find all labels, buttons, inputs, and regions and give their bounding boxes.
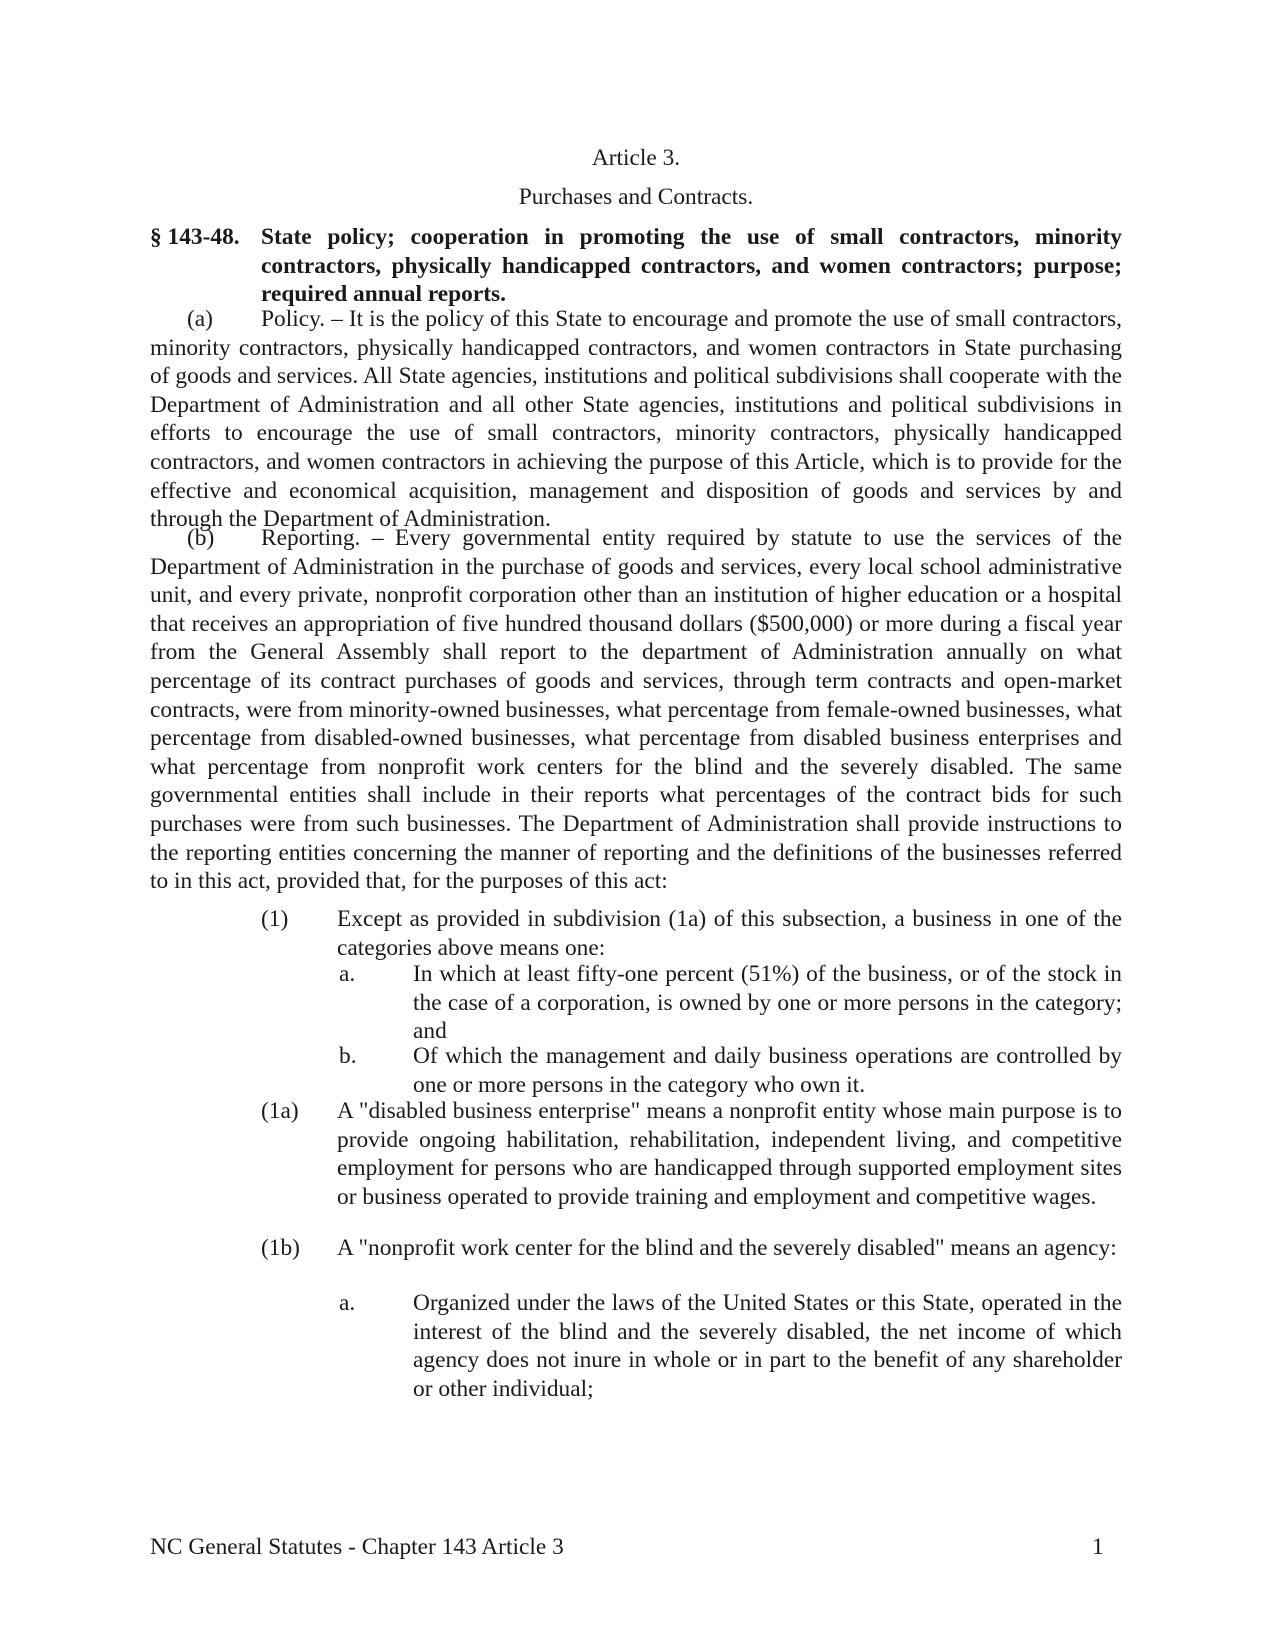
subdivision-1b-text: A "nonprofit work center for the blind and the severely disabled" means an agency: xyxy=(337,1235,1117,1261)
subdivision-1b-label: (1b) xyxy=(261,1235,300,1261)
subdivision-1b-item-a-label: a. xyxy=(339,1290,356,1316)
subdivision-1-item-a-label: a. xyxy=(339,961,356,987)
subdivision-1a-label: (1a) xyxy=(261,1098,299,1124)
page-number: 1 xyxy=(1092,1534,1104,1560)
subdivision-1a-text: A "disabled business enterprise" means a nonprofit entity whose main purpose is to provide ongoing habilitation, rehabilitation, independent living, and competitive employment for persons who are handicapped through supported employment sites or business operated to provide training and employment and competitive wages. xyxy=(337,1098,1122,1210)
paragraph-b-label: (b) xyxy=(187,525,215,551)
subdivision-1-text: Except as provided in subdivision (1a) of this subsection, a business in one of the categories above means one: xyxy=(337,906,1122,961)
paragraph-a xyxy=(150,305,1122,534)
subdivision-1-item-b-label: b. xyxy=(339,1043,357,1069)
section-title: State policy; cooperation in promoting the use of small contractors, minority contractors, physically handicapped contractors, and women contractors; purpose; required annual reports. xyxy=(261,224,1122,308)
paragraph-b xyxy=(150,524,1122,896)
footer-title: NC General Statutes - Chapter 143 Article 3 xyxy=(150,1534,564,1560)
section-number: § 143-48. xyxy=(150,224,240,250)
paragraph-b-text: Reporting. – Every governmental entity required by statute to use the services of the Department of Administration in the purchase of goods and services, every local school administrative unit, and every private, nonprofit corporation other than an institution of higher education or a hospital that receives an appropriation of five hundred thousand dollars ($500,000) or more during a fiscal year from the General Assembly shall report to the department of Administration annually on what percentage of its contract purchases of goods and services, through term contracts and open-market contracts, were from minority-owned businesses, what percentage from female-owned businesses, what percentage from disabled-owned businesses, what percentage from disabled business enterprises and what percentage from nonprofit work centers for the blind and the severely disabled. The same governmental entities shall include in their reports what percentages of the contract bids for such purchases were from such businesses. The Department of Administration shall provide instructions to the reporting entities concerning the manner of reporting and the definitions of the businesses referred to in this act, provided that, for the purposes of this act: xyxy=(150,525,1122,895)
paragraph-a-text: Policy. – It is the policy of this State to encourage and promote the use of small contractors, minority contractors, physically handicapped contractors, and women contractors in State purchasing of goods and services. All State agencies, institutions and political subdivisions shall cooperate with the Department of Administration and all other State agencies, institutions and political subdivisions in efforts to encourage the use of small contractors, minority contractors, physically handicapped contractors, and women contractors in achieving the purpose of this Article, which is to provide for the effective and economical acquisition, management and disposition of goods and services by and through the Department of Administration. xyxy=(150,306,1122,533)
subdivision-1-item-b-text: Of which the management and daily business operations are controlled by one or more persons in the category who own it. xyxy=(413,1043,1122,1098)
subdivision-1-label: (1) xyxy=(261,906,289,932)
article-number: Article 3. xyxy=(591,145,681,171)
subdivision-1-item-a-text: In which at least fifty-one percent (51%) of the business, or of the stock in the case of a corporation, is owned by one or more persons in the category; and xyxy=(413,961,1122,1045)
subdivision-1b-item-a-text: Organized under the laws of the United States or this State, operated in the interest of the blind and the severely disabled, the net income of which agency does not inure in whole or in part to the benefit of any shareholder or other individual; xyxy=(413,1290,1122,1402)
paragraph-a-label: (a) xyxy=(187,306,213,332)
article-title: Purchases and Contracts. xyxy=(518,184,754,210)
